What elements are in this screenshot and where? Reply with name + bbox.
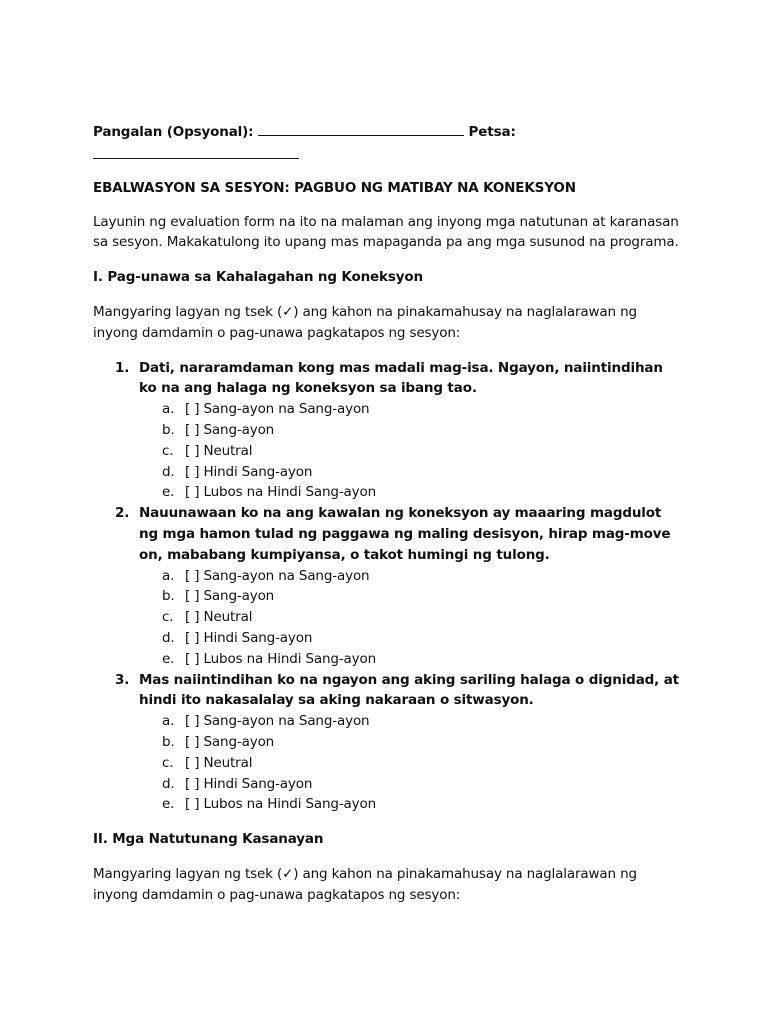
choice-item[interactable] — [139, 482, 683, 503]
choice-item[interactable] — [139, 420, 683, 441]
question-list — [93, 358, 683, 816]
choice-item[interactable] — [139, 649, 683, 670]
choice-item[interactable] — [139, 462, 683, 483]
choice-item[interactable] — [139, 399, 683, 420]
choice-list — [139, 566, 683, 670]
question-item — [93, 358, 683, 504]
choice-text: [ ] Lubos na Hindi Sang-ayon — [185, 796, 377, 813]
choice-item[interactable] — [139, 732, 683, 753]
choice-text: [ ] Neutral — [185, 754, 253, 771]
name-date-line — [93, 121, 683, 143]
question-number: 3. — [115, 671, 130, 688]
choice-item[interactable] — [139, 753, 683, 774]
choice-item[interactable] — [139, 441, 683, 462]
choice-text: [ ] Neutral — [185, 442, 253, 459]
question-text: Mas naiintindihan ko na ngayon ang aking sariling halaga o dignidad, at hindi ito nakasalalay sa aking nakaraan o sitwasyon. — [139, 671, 679, 709]
choice-letter: d. — [162, 463, 175, 480]
date-label: Petsa: — [468, 124, 516, 140]
choice-text: [ ] Hindi Sang-ayon — [185, 463, 313, 480]
date-blank[interactable] — [93, 144, 299, 159]
choice-letter: d. — [162, 775, 175, 792]
intro-paragraph: Layunin ng evaluation form na ito na malaman ang inyong mga natutunan at karanasan sa sesyon. Makakatulong ito upang mas mapaganda pa ang mga susunod na programa. — [93, 213, 679, 251]
choice-letter: b. — [162, 421, 175, 438]
form-title: EBALWASYON SA SESYON: PAGBUO NG MATIBAY NA KONEKSYON — [93, 179, 576, 196]
choice-letter: a. — [162, 401, 175, 418]
choice-letter: c. — [162, 609, 174, 626]
choice-letter: d. — [162, 629, 175, 646]
choice-text: [ ] Sang-ayon — [185, 733, 275, 750]
section1-instruction: Mangyaring lagyan ng tsek (✓) ang kahon na pinakamahusay na naglalarawan ng inyong damdamin o pag-unawa pagkatapos ng sesyon: — [93, 303, 637, 341]
section2-instruction: Mangyaring lagyan ng tsek (✓) ang kahon na pinakamahusay na naglalarawan ng inyong damdamin o pag-unawa pagkatapos ng sesyon: — [93, 865, 637, 903]
question-number: 1. — [115, 359, 130, 376]
choice-item[interactable] — [139, 628, 683, 649]
choice-item[interactable] — [139, 794, 683, 815]
question-number: 2. — [115, 505, 130, 522]
question-text: Dati, nararamdaman kong mas madali mag-isa. Ngayon, naiintindihan ko na ang halaga ng koneksyon sa ibang tao. — [139, 359, 663, 397]
choice-text: [ ] Sang-ayon — [185, 588, 275, 605]
choice-text: [ ] Lubos na Hindi Sang-ayon — [185, 650, 377, 667]
evaluation-form — [93, 121, 683, 906]
choice-item[interactable] — [139, 607, 683, 628]
choice-letter: e. — [162, 796, 175, 813]
choice-item[interactable] — [139, 566, 683, 587]
choice-text: [ ] Sang-ayon na Sang-ayon — [185, 713, 370, 730]
choice-text: [ ] Lubos na Hindi Sang-ayon — [185, 484, 377, 501]
choice-letter: b. — [162, 733, 175, 750]
choice-letter: a. — [162, 713, 175, 730]
section1-heading: I. Pag-unawa sa Kahalagahan ng Koneksyon — [93, 269, 423, 286]
choice-list — [139, 711, 683, 815]
choice-item[interactable] — [139, 586, 683, 607]
choice-letter: c. — [162, 754, 174, 771]
choice-text: [ ] Sang-ayon — [185, 421, 275, 438]
question-item — [93, 503, 683, 669]
choice-letter: c. — [162, 442, 174, 459]
choice-text: [ ] Hindi Sang-ayon — [185, 775, 313, 792]
choice-text: [ ] Neutral — [185, 609, 253, 626]
choice-letter: b. — [162, 588, 175, 605]
choice-letter: a. — [162, 567, 175, 584]
choice-text: [ ] Hindi Sang-ayon — [185, 629, 313, 646]
name-blank[interactable] — [258, 121, 464, 136]
choice-list — [139, 399, 683, 503]
name-label: Pangalan (Opsyonal): — [93, 124, 254, 140]
choice-letter: e. — [162, 484, 175, 501]
question-text: Nauunawaan ko na ang kawalan ng koneksyon ay maaaring magdulot ng mga hamon tulad ng paggawa ng maling desisyon, hirap mag-move on, mababang kumpiyansa, o takot humingi ng tulong. — [139, 505, 671, 563]
question-item — [93, 670, 683, 816]
section2-heading: II. Mga Natutunang Kasanayan — [93, 831, 324, 848]
choice-text: [ ] Sang-ayon na Sang-ayon — [185, 401, 370, 418]
choice-text: [ ] Sang-ayon na Sang-ayon — [185, 567, 370, 584]
choice-item[interactable] — [139, 711, 683, 732]
choice-letter: e. — [162, 650, 175, 667]
choice-item[interactable] — [139, 774, 683, 795]
